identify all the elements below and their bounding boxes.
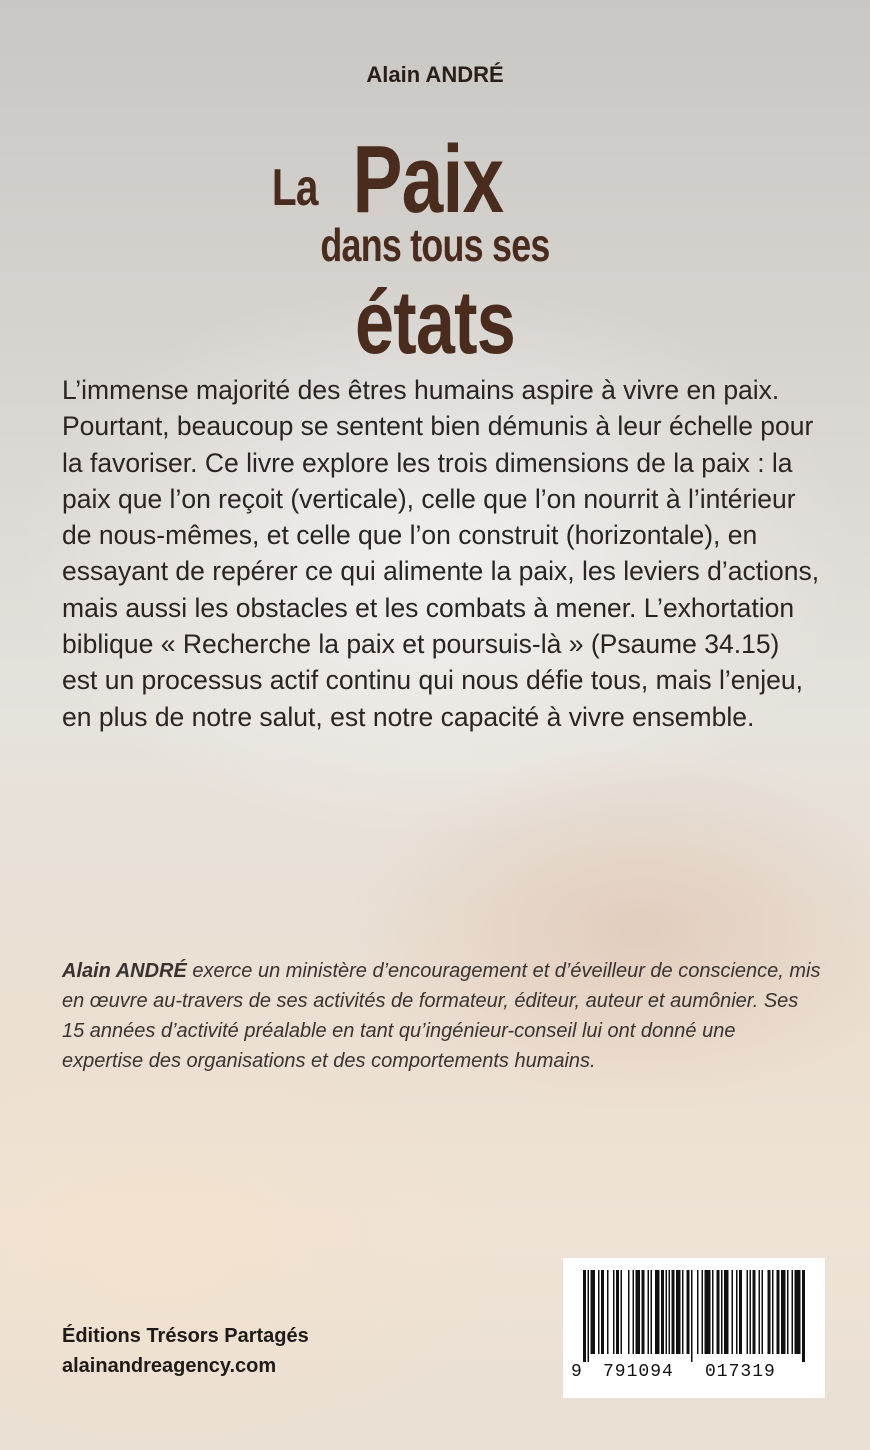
barcode-bar [648, 1270, 650, 1354]
barcode-bar [712, 1270, 714, 1354]
barcode-bar [762, 1270, 764, 1354]
barcode-bar [642, 1270, 645, 1354]
barcode-bar [759, 1270, 761, 1354]
title-la: La [271, 159, 318, 217]
barcode-bar [607, 1270, 609, 1354]
publisher-website: alainandreagency.com [62, 1355, 277, 1377]
author-name: Alain ANDRÉ [366, 62, 504, 87]
barcode-bar [616, 1270, 619, 1354]
isbn-barcode [563, 1258, 825, 1398]
barcode-bars [583, 1270, 805, 1362]
barcode-bar [697, 1270, 699, 1354]
barcode-bar [651, 1270, 653, 1354]
book-blurb: L’immense majorité des êtres humains aspire à vivre en paix. Pourtant, beaucoup se sentent bien démunis à leur échelle pour la favoriser. Ce livre explore les trois dimensions de la paix : la paix que l’on reçoit (verticale), celle que l’on nourrit à l’intérieur de nous-mêmes, et celle que l’on construit (horizontale), en essayant de repérer ce qui alimente la paix, les leviers d’actions, mais aussi les obstacles et les combats à mener. L’exhortation biblique « Recherche la paix et poursuis-là » (Psaume 34.15) est un processus actif continu qui nous défie tous, mais l’enjeu, en plus de notre salut, est notre capacité à vivre ensemble. [62, 375, 820, 732]
barcode-lead-digit: 9 [571, 1362, 582, 1382]
barcode-bar [598, 1270, 600, 1354]
title-line-2: dans tous ses [320, 219, 550, 271]
title-paix: Paix [352, 126, 504, 233]
barcode-bar [787, 1270, 789, 1354]
barcode-bar [739, 1270, 742, 1354]
barcode-bar [628, 1270, 630, 1354]
barcode-bar [772, 1270, 774, 1354]
barcode-bar [621, 1270, 623, 1354]
title-line-3: états [355, 273, 515, 373]
barcode-bar [687, 1270, 690, 1354]
barcode-bar [636, 1270, 641, 1354]
barcode-bar [705, 1270, 711, 1354]
barcode-right-group: 017319 [705, 1362, 776, 1382]
barcode-left-group: 791094 [603, 1362, 674, 1382]
barcode-bar [750, 1270, 752, 1354]
barcode-digits [563, 1362, 825, 1392]
barcode-bar [753, 1270, 756, 1354]
barcode-bar [781, 1270, 786, 1354]
bio-text: exerce un ministère d’encouragement et d’éveilleur de conscience, mis en œuvre au-travers de ses activités de formateur, éditeur, auteur et aumônier. Ses 15 années d’activité préalable en tant qu’ingénieur-conseil lui ont donné une expertise des organisations et des comportements humains. [62, 960, 821, 1072]
barcode-bar [792, 1270, 794, 1354]
barcode-bar [717, 1270, 720, 1354]
barcode-bar [588, 1270, 590, 1362]
author-bio [62, 956, 822, 1076]
barcode-bar [672, 1270, 675, 1354]
bio-author-name: Alain ANDRÉ [62, 960, 187, 982]
barcode-bar [702, 1270, 704, 1354]
barcode-bar [655, 1270, 660, 1354]
barcode-bar [666, 1270, 668, 1354]
barcode-bar [768, 1270, 771, 1354]
barcode-bar [777, 1270, 780, 1354]
barcode-bar [591, 1270, 596, 1354]
barcode-bar [724, 1270, 729, 1354]
barcode-bar [583, 1270, 586, 1362]
barcode-bar [601, 1270, 604, 1354]
publisher-name: Éditions Trésors Partagés [62, 1325, 309, 1347]
barcode-bar [669, 1270, 671, 1354]
barcode-bar [795, 1270, 801, 1354]
barcode-bar [661, 1270, 664, 1354]
barcode-bar [613, 1270, 615, 1354]
barcode-bar [691, 1270, 693, 1362]
barcode-bar [721, 1270, 723, 1354]
barcode-bar [676, 1270, 681, 1354]
barcode-bar [633, 1270, 635, 1354]
barcode-bar [747, 1270, 749, 1354]
barcode-bar [732, 1270, 734, 1354]
barcode-bar [802, 1270, 805, 1362]
barcode-bar [682, 1270, 684, 1354]
barcode-bar [736, 1270, 738, 1354]
